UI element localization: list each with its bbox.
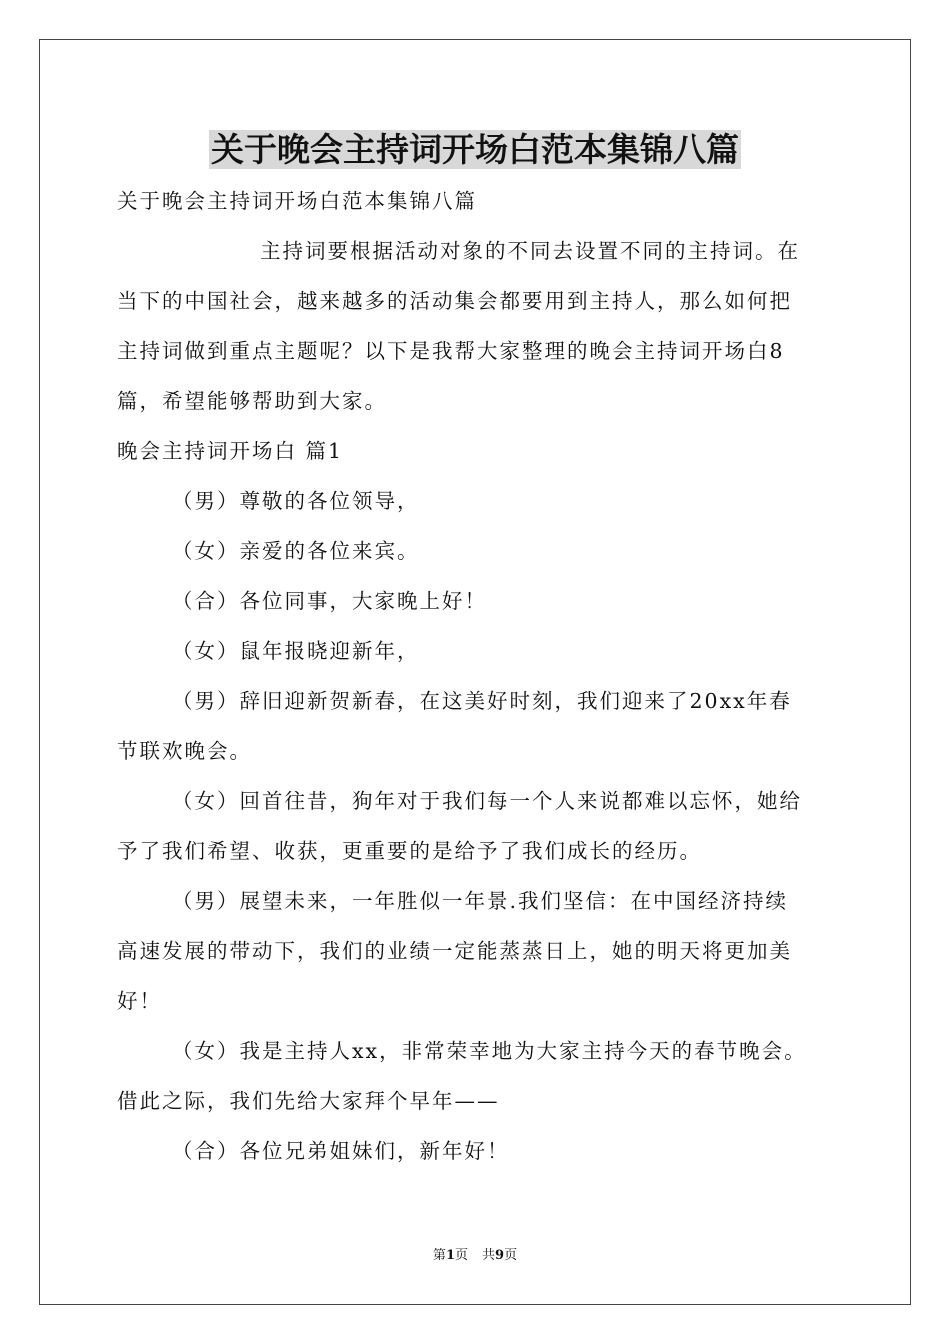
page-current: 1 <box>445 1248 455 1263</box>
dialogue-line-continued: 好！ <box>117 989 162 1013</box>
dialogue-line: （男）展望未来，一年胜似一年景.我们坚信：在中国经济持续 <box>172 889 789 913</box>
page-total: 9 <box>495 1248 505 1263</box>
document-subtitle: 关于晚会主持词开场白范本集锦八篇 <box>117 189 477 213</box>
section-heading: 晚会主持词开场白 篇1 <box>117 439 344 463</box>
intro-line: 主持词做到重点主题呢？以下是我帮大家整理的晚会主持词开场白8 <box>117 339 785 363</box>
dialogue-line-continued: 予了我们希望、收获，更重要的是给予了我们成长的经历。 <box>117 839 702 863</box>
dialogue-line-continued: 借此之际，我们先给大家拜个早年—— <box>117 1089 500 1113</box>
dialogue-line: （女）鼠年报晓迎新年， <box>172 639 420 663</box>
dialogue-line: （女）亲爱的各位来宾。 <box>172 539 420 563</box>
total-prefix: 共 <box>482 1248 496 1263</box>
dialogue-line-continued: 高速发展的带动下，我们的业绩一定能蒸蒸日上，她的明天将更加美 <box>117 939 792 963</box>
dialogue-line: （男）辞旧迎新贺新春，在这美好时刻，我们迎来了20xx年春 <box>172 689 792 713</box>
document-body <box>117 176 843 1176</box>
page-prefix: 第 <box>432 1248 446 1263</box>
dialogue-line: （男）尊敬的各位领导， <box>172 489 420 513</box>
page-footer <box>0 1247 950 1265</box>
total-suffix: 页 <box>504 1248 518 1263</box>
document-title-text: 关于晚会主持词开场白范本集锦八篇 <box>211 130 739 169</box>
page-suffix: 页 <box>454 1248 468 1263</box>
dialogue-line: （合）各位兄弟姐妹们，新年好！ <box>172 1139 510 1163</box>
intro-line: 当下的中国社会，越来越多的活动集会都要用到主持人，那么如何把 <box>117 289 792 313</box>
dialogue-line: （女）我是主持人xx，非常荣幸地为大家主持今天的春节晚会。 <box>172 1039 807 1063</box>
intro-line: 篇，希望能够帮助到大家。 <box>117 389 387 413</box>
document-title <box>0 126 950 174</box>
dialogue-line: （女）回首往昔，狗年对于我们每一个人来说都难以忘怀，她给 <box>172 789 802 813</box>
dialogue-line-continued: 节联欢晚会。 <box>117 739 252 763</box>
intro-line: 主持词要根据活动对象的不同去设置不同的主持词。在 <box>260 239 800 263</box>
dialogue-line: （合）各位同事，大家晚上好！ <box>172 589 487 613</box>
